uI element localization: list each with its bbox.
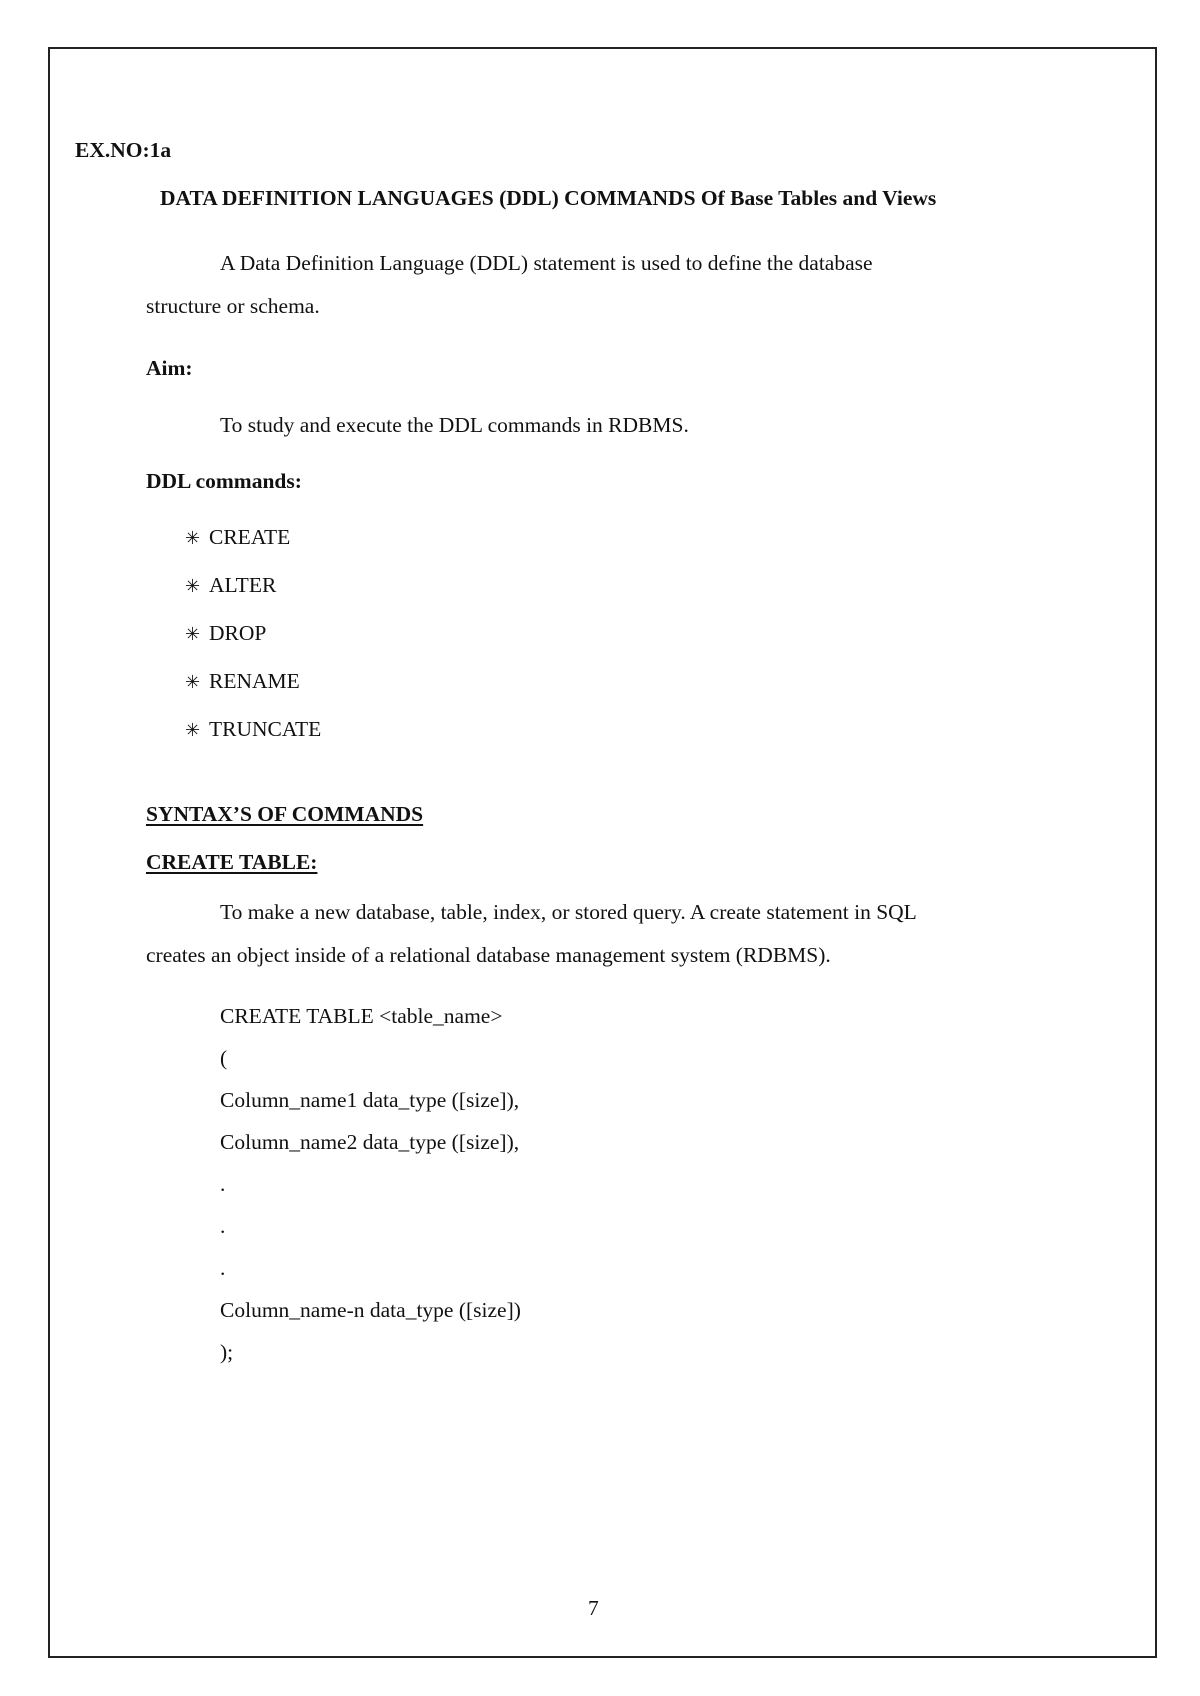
ddl-command-item <box>185 719 321 741</box>
ddl-command-item <box>185 671 300 693</box>
ddl-command-label: RENAME <box>209 669 300 693</box>
asterisk-bullet-icon: ✳ <box>185 672 201 693</box>
syntax-line: Column_name-n data_type ([size]) <box>220 1298 521 1322</box>
create-description-line-2: creates an object inside of a relational database management system (RDBMS). <box>146 943 831 967</box>
create-table-heading: CREATE TABLE: <box>146 850 318 874</box>
asterisk-bullet-icon: ✳ <box>185 624 201 645</box>
intro-paragraph-line-1: A Data Definition Language (DDL) statement is used to define the database <box>220 251 873 275</box>
syntax-heading: SYNTAX’S OF COMMANDS <box>146 802 424 826</box>
page-number: 7 <box>588 1596 599 1620</box>
syntax-line: ( <box>220 1046 228 1070</box>
syntax-line: Column_name1 data_type ([size]), <box>220 1088 520 1112</box>
ddl-commands-heading: DDL commands: <box>146 469 302 493</box>
syntax-line: . <box>220 1256 226 1280</box>
ddl-command-label: TRUNCATE <box>209 717 322 741</box>
aim-heading: Aim: <box>146 356 193 380</box>
asterisk-bullet-icon: ✳ <box>185 720 201 741</box>
syntax-line: Column_name2 data_type ([size]), <box>220 1130 520 1154</box>
ddl-command-label: ALTER <box>209 573 277 597</box>
ddl-command-label: DROP <box>209 621 267 645</box>
aim-text: To study and execute the DDL commands in RDBMS. <box>220 413 689 437</box>
create-description-line-1: To make a new database, table, index, or stored query. A create statement in SQL <box>220 900 917 924</box>
syntax-line: ); <box>220 1340 234 1364</box>
ddl-command-item <box>185 623 266 645</box>
intro-paragraph-line-2: structure or schema. <box>146 294 320 318</box>
ddl-command-item <box>185 575 276 597</box>
syntax-line: . <box>220 1214 226 1238</box>
asterisk-bullet-icon: ✳ <box>185 528 201 549</box>
asterisk-bullet-icon: ✳ <box>185 576 201 597</box>
page-title: DATA DEFINITION LANGUAGES (DDL) COMMANDS Of Base Tables and Views <box>160 186 937 210</box>
exercise-number: EX.NO:1a <box>75 138 172 162</box>
ddl-command-item <box>185 527 290 549</box>
syntax-line: . <box>220 1172 226 1196</box>
syntax-line: CREATE TABLE <table_name> <box>220 1004 503 1028</box>
ddl-command-label: CREATE <box>209 525 291 549</box>
